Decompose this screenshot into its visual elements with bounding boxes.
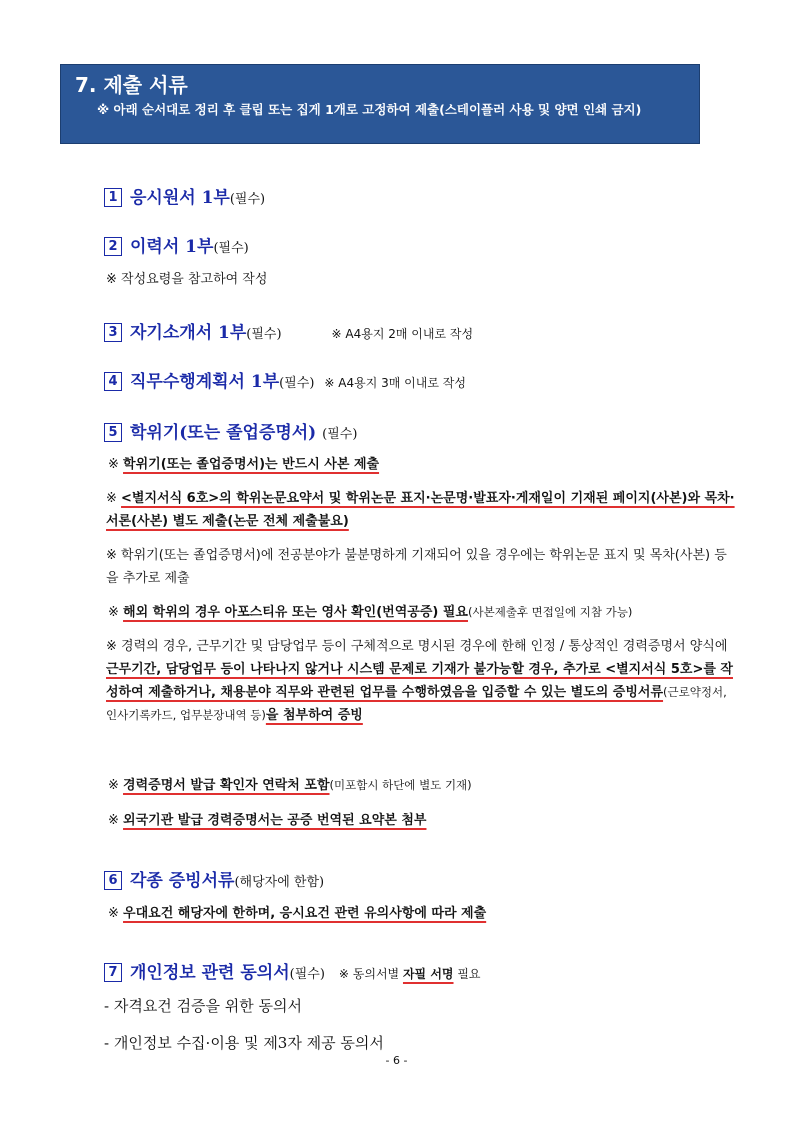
item-side-note: ※ A4용지 3매 이내로 작성: [324, 376, 466, 390]
item-title: 각종 증빙서류: [130, 871, 235, 891]
item-number: 5: [104, 423, 122, 442]
section-title: 7. 제출 서류: [75, 73, 188, 97]
s5-note-2: ※ <별지서식 6호>의 학위논문요약서 및 학위논문 표지·논문명·발표자·게재일이 기재된 페이지(사본)와 목차·서론(사본) 별도 제출(논문 전체 제출불요): [106, 491, 735, 529]
s5-note-6: ※ 경력증명서 발급 확인자 연락처 포함(미포함시 하단에 별도 기재): [108, 778, 472, 793]
item-required: (필수): [289, 967, 325, 982]
s5-note-4: ※ 해외 학위의 경우 아포스티유 또는 영사 확인(번역공증) 필요(사본제출후 면접일에 지참 가능): [108, 605, 633, 620]
item-title: 개인정보 관련 동의서: [130, 963, 290, 983]
item-required: (필수): [246, 327, 282, 342]
item-required: (필수): [279, 376, 315, 391]
item-3: [104, 318, 473, 343]
item-side-note: ※ A4용지 2매 이내로 작성: [331, 327, 474, 341]
section-note: ※ 아래 순서대로 정리 후 클립 또는 집게 1개로 고정하여 제출(스테이플러 사용 및 양면 인쇄 금지): [97, 102, 642, 117]
item-5: [104, 418, 357, 443]
item-number: 7: [104, 963, 122, 982]
item-4: [104, 367, 466, 392]
item-1: [104, 183, 265, 208]
item-number: 6: [104, 871, 122, 890]
item-required: (필수): [322, 427, 358, 442]
s5-note-5: ※ 경력의 경우, 근무기간 및 담당업무 등이 구체적으로 명시된 경우에 한해 인정 / 통상적인 경력증명서 양식에 근무기간, 담당업무 등이 나타나지 않거나 시스템 문제로 기재가 불가능할 경우, 추가로 <별지서식 5호>를 작성하여 제출하거나, 채용분야 직무와 관련된 업무를 수행하였음을 입증할 수 있는 별도의 증빙서류(근로약정서, 인사기록카드, 업무분장내역 등)을 첨부하여 증빙: [106, 639, 733, 723]
section-header-box: [60, 64, 700, 144]
page-number: - 6 -: [385, 1054, 408, 1067]
item-title: 이력서 1부: [130, 237, 214, 257]
item-title: 직무수행계획서 1부: [130, 372, 280, 392]
item-required: (필수): [213, 241, 249, 256]
item-required: (해당자에 한함): [234, 875, 325, 890]
item-title: 학위기(또는 졸업증명서): [130, 423, 317, 443]
item-number: 2: [104, 237, 122, 256]
item-7: 7 개인정보 관련 동의서(필수) ※ 동의서별 자필 서명 필요: [104, 958, 481, 983]
item-required: (필수): [229, 192, 266, 207]
s7-item-1: - 자격요건 검증을 위한 동의서: [104, 997, 303, 1015]
item-2: [104, 232, 249, 257]
item-title: 응시원서 1부: [130, 188, 230, 208]
item-6: [104, 866, 324, 891]
s5-note-3: ※ 학위기(또는 졸업증명서)에 전공분야가 불분명하게 기재되어 있을 경우에는 학위논문 표지 및 목차(사본) 등을 추가로 제출: [106, 548, 727, 586]
s5-note-7: ※ 외국기관 발급 경력증명서는 공증 번역된 요약본 첨부: [108, 813, 427, 828]
item-title: 자기소개서 1부: [130, 323, 247, 343]
s5-note-1: ※ 학위기(또는 졸업증명서)는 반드시 사본 제출: [108, 457, 380, 472]
s6-note-1: ※ 우대요건 해당자에 한하며, 응시요건 관련 유의사항에 따라 제출: [108, 906, 487, 921]
item-number: 3: [104, 323, 122, 342]
item-number: 4: [104, 372, 122, 391]
item-2-note: ※ 작성요령을 참고하여 작성: [106, 272, 268, 287]
item-number: 1: [104, 188, 122, 207]
s7-item-2: - 개인정보 수집·이용 및 제3자 제공 동의서: [104, 1034, 384, 1052]
